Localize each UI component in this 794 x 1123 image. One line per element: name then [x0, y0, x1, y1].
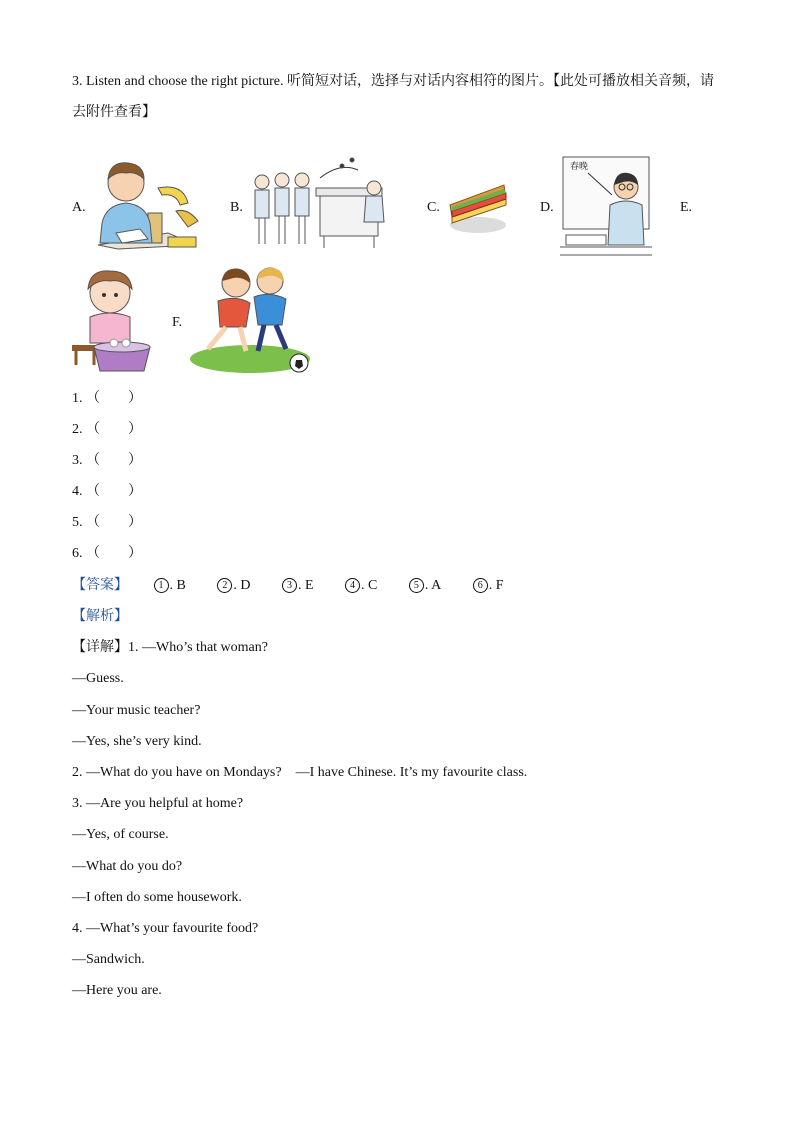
- board-text: 春晚: [570, 162, 589, 172]
- question-title-cn: 听简短对话，选择与对话内容相符的图片。【此处可播放相关音频，请去附件查看】: [72, 74, 714, 120]
- answer-item: 2 . D: [217, 577, 250, 595]
- blank-4[interactable]: 4. （ ）: [72, 484, 142, 499]
- boy-studying-icon: [88, 153, 206, 251]
- option-b-label: B.: [230, 200, 243, 215]
- detail-line-9: —I often do some housework.: [72, 890, 242, 905]
- blank-6[interactable]: 6. （ ）: [72, 546, 142, 561]
- blank-3[interactable]: 3. （ ）: [72, 453, 142, 468]
- analysis-label: 【解析】: [72, 609, 128, 624]
- detail-line-7: —Yes, of course.: [72, 827, 169, 842]
- detail-line-1: 【详解】1. —Who’s that woman?: [72, 640, 268, 655]
- answer-item: 4 . C: [345, 577, 377, 595]
- detail-line-6: 3. —Are you helpful at home?: [72, 796, 244, 811]
- boys-football-icon: [188, 265, 312, 377]
- answer-item: 3 . E: [282, 577, 314, 595]
- option-c-label: C.: [427, 200, 440, 215]
- option-d-label: D.: [540, 200, 554, 215]
- detail-line-2: —Guess.: [72, 671, 124, 686]
- detail-line-10: 4. —What’s your favourite food?: [72, 921, 259, 936]
- answer-item: 1 . B: [154, 577, 186, 595]
- detail-line-8: —What do you do?: [72, 859, 183, 874]
- blank-2[interactable]: 2. （ ）: [72, 422, 142, 437]
- detail-line-3: —Your music teacher?: [72, 703, 201, 718]
- detail-line-5: 2. —What do you have on Mondays? —I have Chinese. It’s my favourite class.: [72, 765, 528, 780]
- question-title: [72, 66, 722, 128]
- detail-line-4: —Yes, she’s very kind.: [72, 734, 202, 749]
- blank-5[interactable]: 5. （ ）: [72, 515, 142, 530]
- detail-line-11: —Sandwich.: [72, 952, 145, 967]
- option-e-label: E.: [680, 200, 693, 215]
- option-f-label: F.: [172, 315, 183, 330]
- children-singing-icon: [250, 152, 398, 252]
- question-title-en: 3. Listen and choose the right picture.: [72, 74, 284, 89]
- girl-washing-icon: [70, 265, 152, 377]
- detail-line-12: —Here you are.: [72, 983, 162, 998]
- blank-1[interactable]: 1. （ ）: [72, 391, 142, 406]
- option-a-label: A.: [72, 200, 86, 215]
- answer-item: 6 . F: [473, 577, 504, 595]
- answer-label: 【答案】: [72, 578, 128, 593]
- answer-item: 5 . A: [409, 577, 441, 595]
- detail-label: 【详解】: [72, 640, 128, 655]
- answer-line: [72, 577, 504, 595]
- teacher-at-board-icon: [558, 155, 654, 259]
- sandwich-icon: [446, 177, 510, 235]
